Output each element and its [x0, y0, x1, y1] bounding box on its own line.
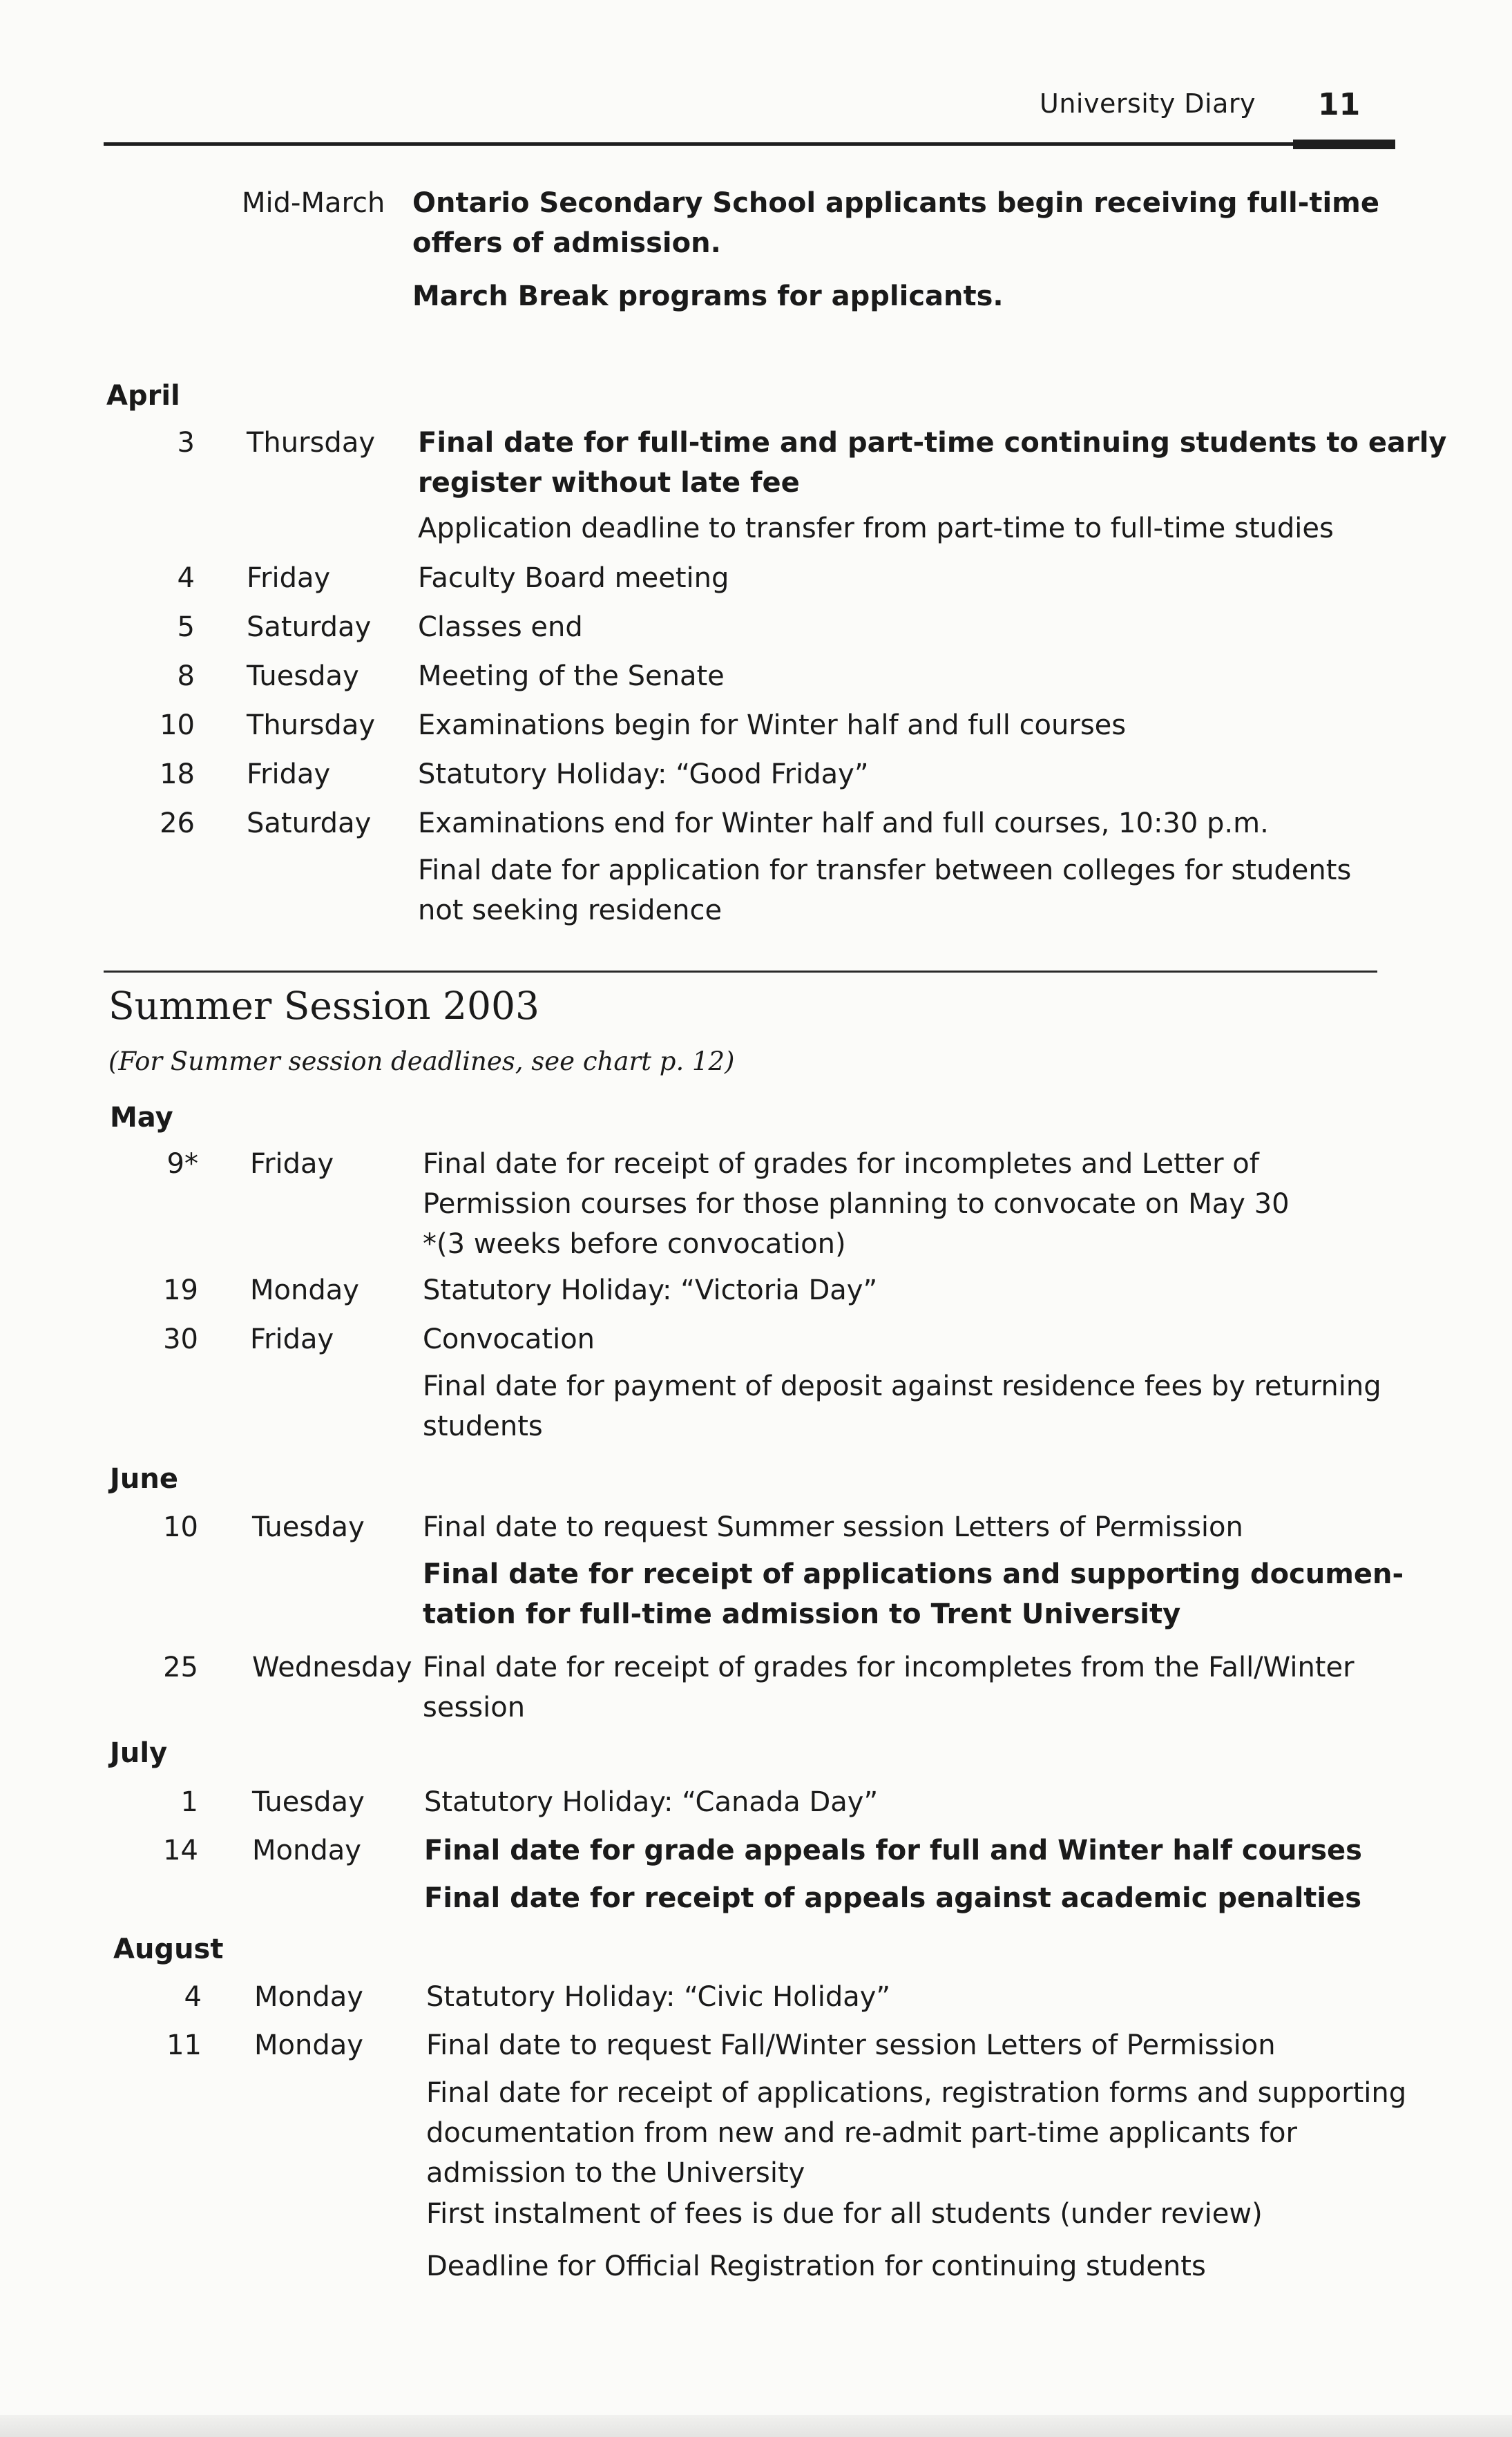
event-text: Meeting of the Senate: [418, 660, 725, 692]
event-text: register without late fee: [418, 467, 800, 499]
entry-date: Mid-March: [242, 187, 385, 219]
event-text: *(3 weeks before convocation): [423, 1228, 846, 1260]
event-text: Examinations begin for Winter half and full courses: [418, 709, 1127, 741]
entry-day: 9*: [166, 1148, 198, 1180]
event-text: Statutory Holiday: “Victoria Day”: [423, 1274, 878, 1306]
header-rule-accent: [1293, 140, 1395, 149]
event-text: Faculty Board meeting: [418, 562, 729, 594]
entry-weekday: Friday: [247, 758, 331, 790]
section-subtitle: (For Summer session deadlines, see chart p. 12): [108, 1047, 735, 1076]
event-text: Application deadline to transfer from part-time to full-time studies: [418, 513, 1334, 544]
event-text: Deadline for Official Registration for continuing students: [426, 2250, 1206, 2282]
event-text: Final date for full-time and part-time continuing students to early: [418, 427, 1447, 459]
entry-weekday: Monday: [254, 2029, 363, 2061]
month-heading-august: August: [113, 1933, 224, 1965]
event-text: Statutory Holiday: “Good Friday”: [418, 758, 869, 790]
entry-weekday: Thursday: [247, 709, 375, 741]
event-text: Statutory Holiday: “Civic Holiday”: [426, 1981, 891, 2013]
event-text: Final date to request Fall/Winter session Letters of Permission: [426, 2029, 1276, 2061]
entry-weekday: Friday: [247, 562, 331, 594]
event-text: First instalment of fees is due for all students (under review): [426, 2198, 1263, 2230]
entry-weekday: Saturday: [247, 611, 372, 643]
entry-day: 26: [160, 807, 195, 839]
entry-day: 3: [177, 427, 195, 459]
event-text: tation for full-time admission to Trent University: [423, 1598, 1181, 1630]
event-text: documentation from new and re-admit part-time applicants for: [426, 2117, 1297, 2149]
section-divider: [104, 971, 1377, 973]
entry-weekday: Tuesday: [252, 1511, 365, 1543]
event-text: Final date for receipt of grades for incompletes and Letter of: [423, 1148, 1259, 1180]
event-text: Classes end: [418, 611, 583, 643]
month-heading-june: June: [110, 1463, 178, 1495]
event-text: admission to the University: [426, 2157, 805, 2189]
event-text: Examinations end for Winter half and full courses, 10:30 p.m.: [418, 807, 1269, 839]
event-text: offers of admission.: [412, 227, 721, 259]
event-text: Final date for receipt of applications and supporting documen-: [423, 1558, 1404, 1590]
event-text: Final date for application for transfer between colleges for students: [418, 854, 1352, 886]
event-text: Final date for payment of deposit against residence fees by returning: [423, 1370, 1381, 1402]
month-heading-april: April: [106, 380, 180, 412]
page-number: 11: [1318, 87, 1361, 122]
event-text: session: [423, 1692, 526, 1723]
entry-weekday: Tuesday: [247, 660, 359, 692]
section-title: Summer Session 2003: [108, 984, 539, 1028]
event-text: Final date for grade appeals for full and Winter half courses: [424, 1835, 1362, 1866]
entry-weekday: Tuesday: [252, 1786, 365, 1818]
entry-weekday: Wednesday: [252, 1652, 412, 1683]
entry-day: 10: [160, 709, 195, 741]
entry-weekday: Thursday: [247, 427, 375, 459]
entry-weekday: Monday: [250, 1274, 359, 1306]
running-header-title: University Diary: [1040, 88, 1256, 119]
event-text: Statutory Holiday: “Canada Day”: [424, 1786, 879, 1818]
entry-day: 4: [177, 562, 195, 594]
event-text: students: [423, 1411, 543, 1442]
entry-day: 30: [163, 1323, 198, 1355]
entry-day: 8: [177, 660, 195, 692]
scan-edge: [0, 2415, 1512, 2437]
entry-day: 1: [180, 1786, 198, 1818]
month-heading-july: July: [110, 1737, 168, 1769]
event-text: Final date for receipt of applications, registration forms and supporting: [426, 2077, 1407, 2109]
event-text: not seeking residence: [418, 895, 722, 926]
entry-day: 10: [163, 1511, 198, 1543]
event-text: Convocation: [423, 1323, 595, 1355]
entry-day: 4: [184, 1981, 202, 2013]
entry-day: 11: [166, 2029, 202, 2061]
event-text: Ontario Secondary School applicants begin receiving full-time: [412, 187, 1379, 219]
entry-weekday: Friday: [250, 1148, 334, 1180]
event-text: Permission courses for those planning to convocate on May 30: [423, 1188, 1290, 1220]
entry-day: 5: [177, 611, 195, 643]
entry-weekday: Monday: [252, 1835, 361, 1866]
event-text: March Break programs for applicants.: [412, 280, 1004, 312]
entry-weekday: Saturday: [247, 807, 372, 839]
entry-day: 19: [163, 1274, 198, 1306]
header-rule: [104, 142, 1395, 146]
event-text: Final date for receipt of appeals against academic penalties: [424, 1882, 1362, 1914]
entry-weekday: Monday: [254, 1981, 363, 2013]
entry-day: 18: [160, 758, 195, 790]
entry-day: 14: [163, 1835, 198, 1866]
event-text: Final date to request Summer session Letters of Permission: [423, 1511, 1243, 1543]
event-text: Final date for receipt of grades for incompletes from the Fall/Winter: [423, 1652, 1355, 1683]
entry-weekday: Friday: [250, 1323, 334, 1355]
month-heading-may: May: [110, 1102, 173, 1134]
entry-day: 25: [163, 1652, 198, 1683]
